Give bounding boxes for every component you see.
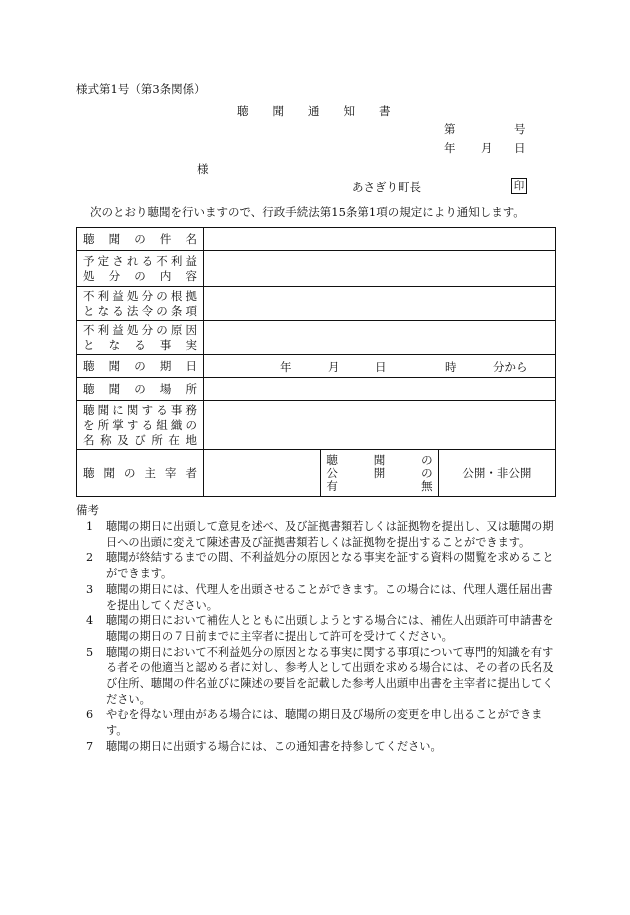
label-line (83, 466, 197, 481)
remark-text: 聴聞が終結するまでの間、不利益処分の原因となる事実を証する資料の閲覧を求めることができます。 (106, 551, 554, 581)
title-char: 聴 (237, 104, 249, 118)
label-char: る (141, 417, 154, 432)
label-line (83, 289, 197, 304)
label-line (326, 467, 432, 480)
remark-item (86, 550, 554, 581)
remark-item (86, 519, 554, 550)
field-disposition[interactable] (204, 251, 556, 287)
label-line (83, 403, 197, 418)
date-month: 月 (328, 359, 340, 374)
table-row (77, 287, 556, 321)
label-char: 分 (141, 288, 154, 303)
remark-text: 聴聞の期日には、代理人を出頭させることができます。この場合には、代理人選任届出書を提出してください。 (106, 582, 553, 612)
label-char: の (156, 303, 168, 318)
label-char: る (112, 303, 124, 318)
label-char: と (83, 303, 95, 318)
label-char: の (185, 417, 197, 432)
remark-text: 聴聞の期日において補佐人とともに出頭しようとする場合には、補佐人出頭許可申請書を聴聞の期日の７日前までに主宰者に提出して許可を受けてください。 (106, 614, 554, 643)
remark-text: やむを得ない理由がある場合には、聴聞の期日及び場所の変更を申し出ることができます。 (106, 708, 543, 738)
intro-text: 次のとおり聴聞を行いますので、行政手続法第15条第1項の規定により通知します。 (90, 205, 525, 219)
label-char: 事 (170, 402, 183, 417)
document-title (237, 106, 415, 118)
label-char: 開 (373, 465, 386, 480)
date-month-label: 月 (481, 141, 493, 155)
label-char: な (108, 337, 121, 352)
label-char: 日 (185, 358, 197, 373)
remark-text: 聴聞の期日において不利益処分の原因となる事実に関する事項について専門的知識を有する者その他適当と認める者に対し、参考人として出頭を求める場合には、その者の氏名及び住所、聴聞の件名並びに陳述の要旨を記載した参考人出頭申出書を主宰者に提出してください。 (106, 645, 554, 706)
label-char: に (112, 402, 124, 417)
row-label (77, 321, 204, 355)
label-char: 件 (159, 231, 172, 246)
label-char: 令 (141, 303, 154, 318)
label-char: 利 (97, 288, 110, 303)
title-char: 書 (379, 104, 391, 118)
addressee-suffix: 様 (197, 162, 209, 176)
label-char: の (134, 381, 146, 396)
row-label (77, 450, 204, 497)
remark-number: 6 (86, 708, 94, 722)
label-char: 組 (156, 417, 168, 432)
label-char: 分 (141, 322, 154, 337)
label-line (326, 480, 432, 493)
title-char: 知 (343, 104, 355, 118)
label-char: 務 (185, 402, 197, 417)
remark-number: 4 (86, 614, 94, 628)
seal-mark: 印 (511, 178, 527, 194)
label-char: 聞 (97, 402, 110, 417)
row-label (77, 378, 204, 401)
public-label (321, 450, 438, 497)
label-line (83, 304, 197, 319)
label-line (83, 323, 197, 338)
field-hearing-place[interactable] (204, 378, 556, 401)
label-char: 関 (126, 402, 139, 417)
label-char: 法 (126, 303, 139, 318)
label-char: な (97, 303, 110, 318)
label-char: 称 (100, 432, 112, 447)
label-char: 聴 (83, 358, 95, 373)
table-row (77, 378, 556, 401)
label-char: 在 (168, 432, 180, 447)
label-char: る (141, 253, 154, 268)
field-case-name[interactable] (204, 228, 556, 251)
label-char: す (141, 402, 154, 417)
remark-number: 2 (86, 551, 94, 565)
remark-item (86, 613, 554, 644)
label-char: 処 (126, 288, 139, 303)
label-line (83, 433, 197, 448)
form-number: 様式第1号（第3条関係） (76, 82, 206, 96)
table-row (77, 401, 556, 450)
table-row (77, 251, 556, 287)
label-char: 聞 (373, 452, 386, 467)
label-line (326, 454, 432, 467)
label-line (83, 418, 197, 433)
row-label (77, 251, 204, 287)
label-char: 原 (170, 322, 183, 337)
date-day-label: 日 (514, 141, 526, 155)
table-row (77, 450, 556, 497)
label-char: の (156, 288, 168, 303)
label-char: 所 (151, 432, 163, 447)
remark-item (86, 739, 554, 755)
label-char: 分 (108, 268, 121, 283)
label-char: 聞 (108, 231, 121, 246)
number-prefix: 第 (444, 122, 456, 136)
row-label (77, 287, 204, 321)
label-char: 名 (83, 432, 95, 447)
label-char: る (134, 337, 146, 352)
label-char: 聴 (83, 465, 95, 480)
label-char: 利 (170, 253, 183, 268)
label-char: の (134, 358, 146, 373)
title-char: 通 (308, 104, 320, 118)
label-char: 聴 (83, 381, 95, 396)
label-char: す (126, 417, 139, 432)
label-char: 所 (185, 381, 197, 396)
title-char: 聞 (272, 104, 284, 118)
label-char: 織 (170, 417, 183, 432)
remarks-heading: 備考 (76, 503, 99, 517)
label-line (83, 232, 197, 247)
label-char: 処 (83, 268, 95, 283)
label-char: 場 (159, 381, 172, 396)
field-organization[interactable] (204, 401, 556, 450)
label-char: 者 (185, 465, 197, 480)
label-char: 名 (185, 231, 197, 246)
label-char: と (83, 337, 95, 352)
label-char: 宰 (165, 465, 177, 480)
label-char: 所 (97, 417, 110, 432)
remark-number: 5 (86, 645, 94, 659)
table-row (77, 355, 556, 378)
label-char: 聴 (83, 402, 95, 417)
date-year: 年 (280, 359, 292, 374)
field-hearing-date[interactable] (204, 355, 556, 378)
label-char: の (134, 231, 146, 246)
label-char: 拠 (185, 288, 197, 303)
label-char: の (124, 465, 136, 480)
label-char: 不 (83, 288, 95, 303)
label-char: 益 (112, 288, 124, 303)
remark-number: 3 (86, 582, 94, 596)
label-char: 聞 (103, 465, 115, 480)
label-line (83, 359, 197, 374)
date-minute-from: 分から (493, 359, 528, 374)
label-char: 事 (159, 337, 172, 352)
remark-text: 聴聞の期日に出頭して意見を述べ、及び証拠書類若しくは証拠物を提出し、又は聴聞の期日への出頭に変えて陳述書及び証拠書類若しくは証拠物を提出することができます。 (106, 520, 554, 549)
row-label (77, 228, 204, 251)
label-char: 条 (170, 303, 183, 318)
remark-text: 聴聞の期日に出頭する場合には、この通知書を持参してください。 (106, 739, 442, 753)
label-char: 利 (97, 322, 110, 337)
label-char: 容 (185, 268, 197, 283)
label-char: る (156, 402, 168, 417)
label-line (83, 382, 197, 397)
date-year-label: 年 (444, 141, 456, 155)
label-char: 内 (159, 268, 172, 283)
field-facts[interactable] (204, 321, 556, 355)
label-char: 有 (326, 478, 338, 493)
label-char: 聞 (108, 381, 121, 396)
label-char: の (421, 465, 433, 480)
label-char: 聞 (108, 358, 121, 373)
label-char: 地 (185, 432, 197, 447)
label-char: 処 (126, 322, 139, 337)
remark-item (86, 707, 554, 738)
field-legal-basis[interactable] (204, 287, 556, 321)
label-char: 掌 (112, 417, 124, 432)
label-char: さ (112, 253, 124, 268)
label-char: 因 (185, 322, 197, 337)
label-line (83, 269, 197, 284)
date-value (204, 359, 555, 374)
row-label (77, 401, 204, 450)
label-char: 項 (185, 303, 197, 318)
label-char: 及 (117, 432, 129, 447)
label-char: 実 (185, 337, 197, 352)
row-label (77, 355, 204, 378)
label-char: の (421, 452, 433, 467)
label-char: 聴 (326, 452, 338, 467)
label-char: 公 (326, 465, 338, 480)
label-char: 予 (83, 253, 95, 268)
issuer-name: あさぎり町長 (352, 180, 421, 194)
label-line (83, 254, 197, 269)
date-hour: 時 (445, 359, 457, 374)
table-row (77, 228, 556, 251)
date-day: 日 (375, 359, 387, 374)
label-char: れ (126, 253, 139, 268)
hearing-form-table (76, 227, 556, 497)
label-char: を (83, 417, 95, 432)
label-char: 無 (421, 478, 433, 493)
remark-number: 7 (86, 739, 94, 753)
remark-item (86, 582, 554, 613)
label-char: 主 (144, 465, 156, 480)
label-char: 期 (159, 358, 172, 373)
remarks-list (86, 519, 554, 755)
label-char: 定 (97, 253, 110, 268)
label-char: の (156, 322, 168, 337)
label-char: 益 (185, 253, 197, 268)
number-suffix: 号 (514, 122, 526, 136)
label-char: び (134, 432, 146, 447)
label-char: 聴 (83, 231, 95, 246)
label-char: 益 (112, 322, 124, 337)
field-presiding-officer[interactable] (204, 450, 321, 497)
label-char: 不 (83, 322, 95, 337)
table-row (77, 321, 556, 355)
public-option[interactable]: 公開・非公開 (438, 450, 555, 497)
label-char: 根 (170, 288, 183, 303)
remark-item (86, 645, 554, 708)
label-char: の (134, 268, 146, 283)
remark-number: 1 (86, 520, 94, 533)
label-char: 不 (156, 253, 168, 268)
label-line (83, 338, 197, 353)
